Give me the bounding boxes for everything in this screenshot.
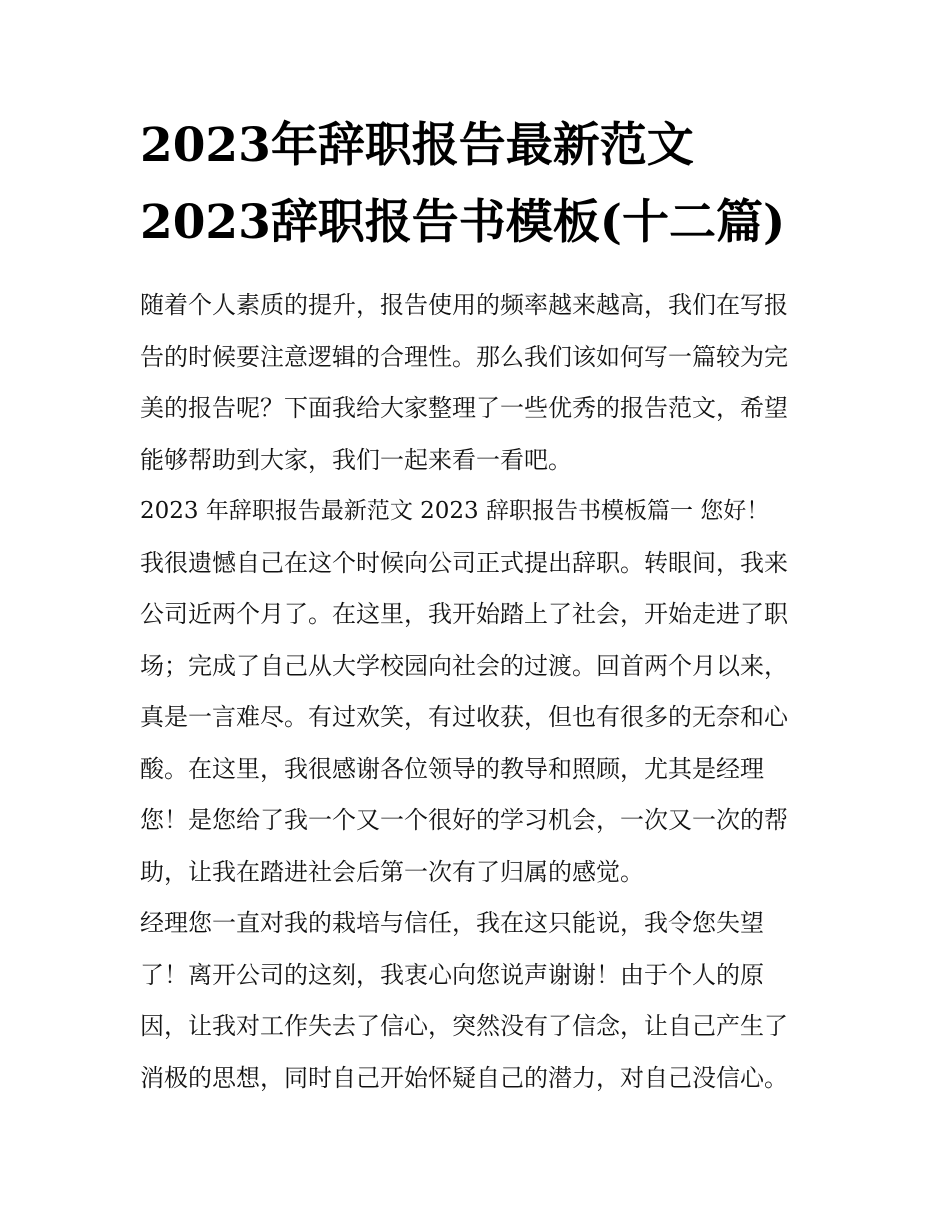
intro-line: 美的报告呢？下面我给大家整理了一些优秀的报告范文，希望 — [140, 394, 788, 422]
document-body — [140, 280, 820, 1104]
body-line: 场；完成了自己从大学校园向社会的过渡。回首两个月以来， — [140, 651, 788, 680]
title-text-1: 年辞职报告最新范文 — [270, 118, 694, 173]
body-line: 消极的思想，同时自己开始怀疑自己的潜力，对自己没信心。 — [140, 1063, 788, 1092]
body-line: 真是一言难尽。有过欢笑，有过收获，但也有很多的无奈和心 — [140, 703, 788, 731]
body-line: 您！是您给了我一个又一个很好的学习机会，一次又一次的帮 — [140, 806, 788, 834]
body-line: 经理您一直对我的栽培与信任，我在这只能说，我令您失望 — [140, 909, 764, 937]
body-line: 酸。在这里，我很感谢各位领导的教导和照顾，尤其是经理 — [140, 754, 764, 783]
intro-line: 随着个人素质的提升，报告使用的频率越来越高，我们在写报 — [140, 291, 788, 319]
body-line: 助，让我在踏进社会后第一次有了归属的感觉。 — [140, 857, 644, 886]
section-heading: 2023 年辞职报告最新范文 2023 辞职报告书模板篇一 您好！ — [140, 498, 770, 524]
body-line: 了！离开公司的这刻，我衷心向您说声谢谢！由于个人的原 — [140, 960, 764, 989]
document-title-line-1 — [140, 118, 860, 174]
title-year-2: 2023 — [140, 195, 271, 250]
document-title-line-2 — [140, 195, 860, 251]
body-line: 因，让我对工作失去了信心，突然没有了信念，让自己产生了 — [140, 1012, 788, 1040]
intro-line: 能够帮助到大家，我们一起来看一看吧。 — [140, 445, 572, 474]
intro-line: 告的时候要注意逻辑的合理性。那么我们该如何写一篇较为完 — [140, 342, 788, 371]
body-line: 我很遗憾自己在这个时候向公司正式提出辞职。转眼间，我来 — [140, 548, 788, 577]
title-year-1: 2023 — [140, 118, 271, 173]
body-line: 公司近两个月了。在这里，我开始踏上了社会，开始走进了职 — [140, 600, 788, 628]
title-text-2: 辞职报告书模板(十二篇) — [270, 195, 786, 250]
